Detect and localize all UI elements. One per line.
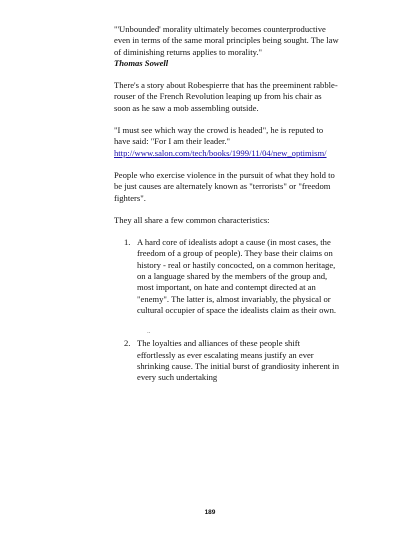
paragraph-characteristics: They all share a few common characteristics: [114, 214, 270, 225]
list-item-number: 2. [124, 338, 131, 349]
page-content [114, 24, 339, 383]
leader-quote-text: "I must see which way the crowd is headed", he is reputed to have said: "For I am their leader." [114, 125, 324, 147]
salon-link[interactable]: http://www.salon.com/tech/books/1999/11/04/new_optimism/ [114, 147, 327, 158]
paragraph-terrorists: People who exercise violence in the pursuit of what they hold to be just causes are alternately known as "terrorists" or "freedom fighters". [114, 169, 335, 203]
paragraph-robespierre: There's a story about Robespierre that has the preeminent rabble-rouser of the French Revolution leaping up from his chair as soon as he saw a mob assembling outside. [114, 80, 338, 113]
paragraph-quote-leader [114, 125, 339, 159]
characteristics-list [114, 237, 339, 383]
epigraph [114, 24, 339, 69]
list-item-text: The loyalties and alliances of these people shift effortlessly as ever escalating means justify an ever shrinking cause. The initial burst of grandiosity inherent in every such undertaking [137, 338, 339, 383]
epigraph-author: Thomas Sowell [114, 57, 169, 68]
list-item-text: A hard core of idealists adopt a cause (in most cases, the freedom of a group of people). They base their claims on history - real or hastily concocted, on a common heritage, on a language shared by the members of the group and, most important, on hate and contempt directed at an "enemy". The latter is, almost invariably, the physical or cultural occupier of space the idealists claim as their own. [137, 237, 337, 315]
epigraph-text: "'Unbounded' morality ultimately becomes counterproductive even in terms of the same moral principles being sought. The law of diminishing returns applies to morality." [114, 24, 339, 57]
list-item-number: 1. [124, 237, 131, 248]
list-spacer [114, 316, 339, 327]
list-separator: .. [147, 327, 151, 336]
page-number: 189 [204, 509, 216, 516]
list-item [114, 338, 339, 383]
list-item [114, 237, 339, 316]
